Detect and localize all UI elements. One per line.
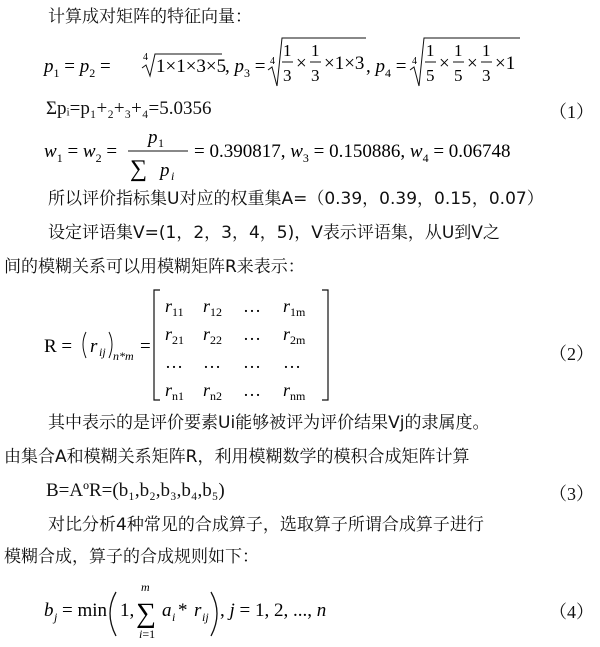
matrix-cell: … — [203, 352, 221, 372]
svg-text:×1: ×1 — [495, 53, 516, 74]
svg-text:1: 1 — [454, 41, 463, 60]
matrix-cell: $r_{11}$ — [165, 296, 184, 319]
svg-text:a: a — [162, 600, 172, 621]
svg-text:1×1×3×5: 1×1×3×5 — [156, 56, 227, 77]
matrix-cell: $r_{21}$ — [165, 324, 185, 347]
matrix-cell: … — [243, 352, 261, 372]
svg-text:ij: ij — [202, 610, 209, 624]
intro-text: 计算成对矩阵的特征向量： — [48, 7, 252, 27]
svg-text:= min: = min — [62, 600, 108, 621]
eq-number-3: （3） — [549, 484, 594, 504]
eq-matrix — [0, 284, 600, 408]
svg-text:1: 1 — [283, 41, 292, 60]
matrix-cell: … — [243, 296, 261, 316]
svg-text:ij: ij — [99, 345, 106, 359]
para2-line2: 由集合A和模糊关系矩阵R，利用模糊数学的模积合成矩阵计算 — [4, 447, 470, 467]
svg-text:p: p — [148, 127, 158, 148]
svg-text:m: m — [141, 580, 150, 594]
eq-number-2: （2） — [549, 344, 594, 364]
svg-text:= 0.390817, w3 = 0.150886, w4: = 0.390817, $w_3 = 0.150886$, $w_4 = 0.06748$ — [194, 141, 511, 165]
svg-text:3: 3 — [283, 66, 292, 85]
svg-text:×: × — [467, 53, 478, 74]
svg-text:r: r — [194, 600, 202, 621]
para1-line1: 设定评语集V=(1，2，3，4，5)，V表示评语集，从U到V之 — [48, 223, 500, 243]
svg-text:1: 1 — [311, 41, 320, 60]
svg-text:×1×3: ×1×3 — [324, 53, 365, 74]
svg-text:, p3 =: , $p_3$ = — [225, 56, 266, 80]
svg-text:=: = — [140, 336, 151, 357]
svg-text:i: i — [171, 169, 175, 183]
svg-text:3: 3 — [311, 66, 320, 85]
matrix-cell: $r_{nm}$ — [283, 380, 306, 403]
matrix-cell: $r_{n1}$ — [165, 380, 185, 403]
eq-number-1: （1） — [549, 102, 594, 122]
svg-text:5: 5 — [454, 66, 463, 85]
svg-text:5: 5 — [426, 66, 435, 85]
matrix-cell: $r_{22}$ — [203, 324, 223, 347]
svg-text:×: × — [296, 53, 307, 74]
svg-text:4: 4 — [412, 56, 417, 67]
svg-text:4: 4 — [270, 56, 275, 67]
eq-b: B=AºR=(b₁,b₂,b₃,b₄,b₅) — [46, 480, 225, 501]
matrix-cell: … — [283, 352, 301, 372]
matrix-cell: … — [243, 380, 261, 400]
matrix-cell: $r_{12}$ — [203, 296, 223, 319]
matrix-cell: $r_{2m}$ — [283, 324, 306, 347]
svg-text:R =: R = — [44, 336, 73, 357]
svg-text:j: j — [54, 610, 58, 624]
svg-text:1: 1 — [426, 41, 435, 60]
para3-line1: 对比分析4种常见的合成算子，选取算子所谓合成算子进行 — [48, 515, 484, 535]
svg-text:∑: ∑ — [136, 598, 156, 629]
matrix-cell: $r_{n2}$ — [203, 380, 223, 403]
svg-text:*: * — [178, 600, 188, 621]
weights-text: 所以评价指标集U对应的权重集A=（0.39，0.39，0.15，0.07） — [48, 189, 544, 209]
para3-line2: 模糊合成，算子的合成规则如下： — [4, 547, 259, 567]
eq-p-values — [0, 34, 600, 90]
matrix-cell: … — [243, 324, 261, 344]
svg-text:, j = 1, 2, ..., n: , j = 1, 2, ..., n — [220, 600, 327, 621]
svg-text:i: i — [172, 610, 176, 624]
eq-bj — [0, 578, 560, 644]
svg-text:3: 3 — [482, 66, 491, 85]
svg-text:p1 = p2 =: $p_1 = p_2$ = — [44, 56, 111, 80]
svg-text:×: × — [439, 53, 450, 74]
svg-text:i=1: i=1 — [139, 627, 156, 641]
svg-text:n*m: n*m — [113, 349, 134, 363]
svg-text:∑: ∑ — [130, 156, 148, 182]
matrix-cell: $r_{1m}$ — [283, 296, 306, 319]
svg-text:, p4 =: , $p_4$ = — [366, 56, 407, 80]
svg-text:4: 4 — [143, 52, 148, 63]
svg-text:1: 1 — [482, 41, 491, 60]
matrix-cell: … — [165, 352, 183, 372]
svg-text:r: r — [90, 336, 98, 357]
svg-text:1,: 1, — [120, 600, 135, 621]
eq-number-4: （4） — [549, 602, 594, 622]
eq-sum: Σpᵢ=p₁+₂+₃+₄=5.0356 — [46, 98, 212, 119]
para2-line1: 其中表示的是评价要素Ui能够被评为评价结果Vj的隶属度。 — [48, 413, 490, 433]
svg-text:p: p — [160, 160, 170, 181]
para1-line2: 间的模糊关系可以用模糊矩阵R来表示： — [4, 257, 305, 277]
svg-text:1: 1 — [158, 136, 164, 150]
svg-text:w1 = w2 =: $w_1 = w_2$ = — [44, 141, 118, 165]
svg-text:b: b — [44, 600, 54, 621]
eq-weights — [0, 124, 600, 184]
